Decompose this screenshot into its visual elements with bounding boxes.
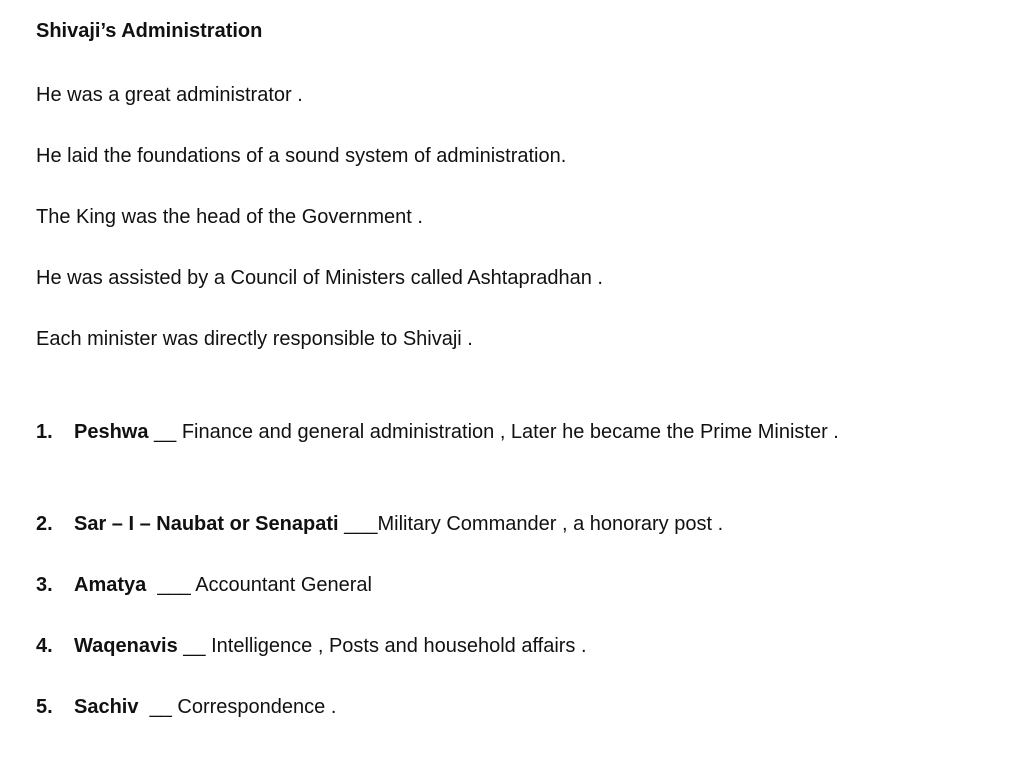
list-number: 5. [36, 696, 53, 718]
minister-title: Sachiv [74, 696, 139, 718]
list-item-senapati [36, 509, 896, 540]
list-item-sachiv [36, 692, 896, 723]
minister-role: Military Commander , a honorary post . [377, 513, 724, 535]
minister-role: Finance and general administration , Later he became the Prime Minister . [181, 421, 839, 443]
list-number: 4. [36, 635, 53, 657]
list-item-peshwa [36, 417, 896, 448]
list-item-waqenavis [36, 631, 896, 662]
paragraph-5: Each minister was directly responsible to Shivaji . [36, 328, 473, 350]
minister-role: Intelligence , Posts and household affairs . [211, 635, 587, 657]
paragraph-2: He laid the foundations of a sound system of administration. [36, 145, 567, 167]
slide-title: Shivaji’s Administration [36, 20, 263, 42]
list-number: 2. [36, 513, 53, 535]
minister-title: Amatya [74, 574, 147, 596]
minister-role: Accountant General [195, 574, 372, 596]
paragraph-3: The King was the head of the Government . [36, 206, 423, 228]
minister-title: Sar – I – Naubat or Senapati [74, 513, 339, 535]
separator: __ [138, 696, 178, 718]
separator: ___ [146, 574, 196, 596]
minister-title: Waqenavis [74, 635, 178, 657]
minister-role: Correspondence . [177, 696, 337, 718]
separator: ___ [338, 513, 378, 535]
separator: __ [177, 635, 212, 657]
list-item-amatya [36, 570, 896, 601]
paragraph-4: He was assisted by a Council of Ministers called Ashtapradhan . [36, 267, 603, 289]
list-number: 1. [36, 421, 53, 443]
list-number: 3. [36, 574, 53, 596]
paragraph-1: He was a great administrator . [36, 84, 303, 106]
minister-title: Peshwa [74, 421, 149, 443]
separator: __ [148, 421, 182, 443]
